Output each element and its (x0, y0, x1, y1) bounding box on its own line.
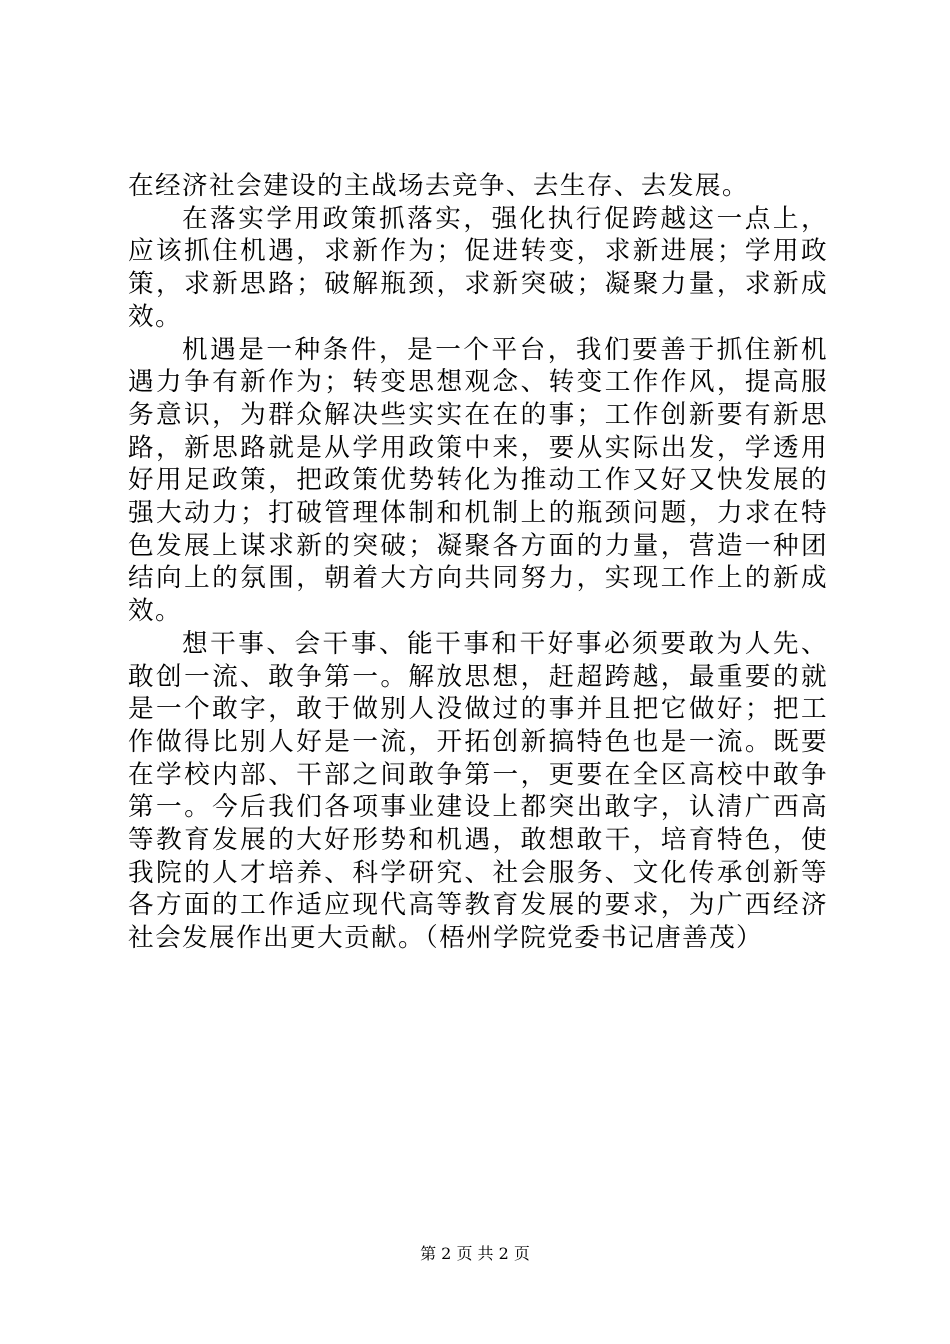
paragraph: 机遇是一种条件，是一个平台，我们要善于抓住新机遇力争有新作为；转变思想观念、转变工作作风，提高服务意识，为群众解决些实实在在的事；工作创新要有新思路，新思路就是从学用政策中来，要从实际出发，学透用好用足政策，把政策优势转化为推动工作又好又快发展的强大动力；打破管理体制和机制上的瓶颈问题，力求在特色发展上谋求新的突破；凝聚各方面的力量，营造一种团结向上的氛围，朝着大方向共同努力，实现工作上的新成效。 (128, 334, 828, 627)
document-body (128, 170, 828, 955)
page-number: 第 2 页 共 2 页 (420, 1244, 530, 1263)
page-footer (0, 1244, 950, 1264)
paragraph-continued: 在经济社会建设的主战场去竞争、去生存、去发展。 (128, 171, 749, 201)
paragraph: 想干事、会干事、能干事和干好事必须要敢为人先、敢创一流、敢争第一。解放思想，赶超跨越，最重要的就是一个敢字，敢于做别人没做过的事并且把它做好；把工作做得比别人好是一流，开拓创新搞特色也是一流。既要在学校内部、干部之间敢争第一，更要在全区高校中敢争第一。今后我们各项事业建设上都突出敢字，认清广西高等教育发展的大好形势和机遇，敢想敢干，培育特色，使我院的人才培养、科学研究、社会服务、文化传承创新等各方面的工作适应现代高等教育发展的要求，为广西经济社会发展作出更大贡献。（梧州学院党委书记唐善茂） (128, 628, 828, 954)
paragraph: 在落实学用政策抓落实，强化执行促跨越这一点上，应该抓住机遇，求新作为；促进转变，求新进展；学用政策，求新思路；破解瓶颈，求新突破；凝聚力量，求新成效。 (128, 203, 828, 332)
